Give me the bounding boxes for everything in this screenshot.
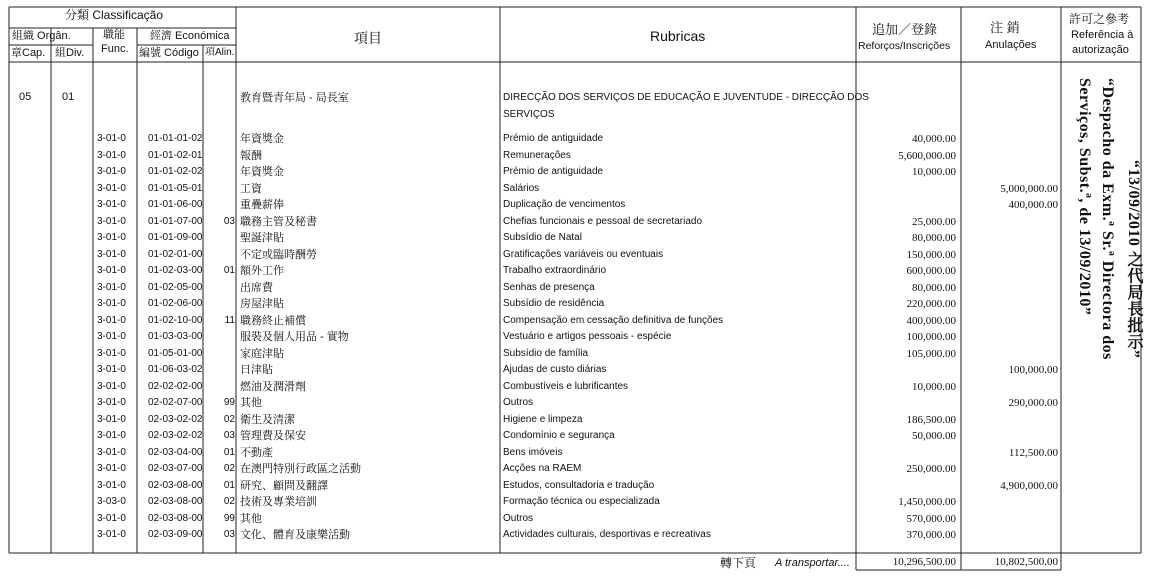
row-codigo: 01-06-03-02	[148, 364, 203, 375]
footer-label-zh: 轉下頁	[720, 556, 757, 570]
row-reforco: 220,000.00	[906, 298, 956, 310]
row-funcional: 3-01-0	[97, 166, 126, 177]
row-anulacao: 100,000.00	[1008, 364, 1058, 376]
header-cap: 章Cap.	[11, 47, 46, 59]
row-alinea: 03	[223, 430, 235, 441]
row-funcional: 3-01-0	[97, 364, 126, 375]
row-codigo: 02-03-02-02	[148, 430, 203, 441]
row-item-zh: 額外工作	[240, 265, 284, 277]
row-funcional: 3-01-0	[97, 331, 126, 342]
row-funcional: 3-03-0	[97, 496, 126, 507]
row-funcional: 3-01-0	[97, 347, 126, 359]
row-item-zh: 文化、體育及康樂活動	[240, 529, 350, 541]
row-codigo: 01-03-03-00	[148, 331, 203, 342]
row-rubrica: Chefias funcionais e pessoal de secretariado	[503, 215, 703, 227]
row-funcional: 3-01-0	[97, 397, 126, 408]
row-reforco: 570,000.00	[906, 512, 956, 525]
row-alinea: 02	[223, 413, 235, 425]
header-economica: 經濟 Económica	[150, 30, 230, 42]
row-reforco: 105,000.00	[906, 347, 956, 360]
row-codigo: 02-03-08-00	[148, 496, 203, 507]
row-alinea: 99	[223, 512, 235, 524]
authorization-line1: “13/09/2010 之代局長批示”	[1125, 160, 1142, 359]
header-anulacoes-zh: 注 銷	[990, 20, 1020, 35]
row-codigo: 02-03-07-00	[148, 463, 203, 474]
row-codigo: 01-02-06-00	[148, 298, 203, 309]
row-item-zh: 年資獎金	[240, 166, 284, 178]
row-rubrica: Salários	[503, 182, 540, 194]
row-item-zh: 聖誕津貼	[240, 232, 284, 244]
row-rubrica: Acções na RAEM	[503, 463, 582, 474]
header-reforcos-pt: Reforços/Inscrições	[858, 40, 951, 52]
row-funcional: 3-01-0	[97, 182, 126, 194]
row-funcional: 3-01-0	[97, 133, 126, 144]
row-alinea: 02	[223, 496, 235, 507]
header-reforcos-zh: 追加／登錄	[872, 22, 938, 37]
row-codigo: 02-02-07-00	[148, 397, 203, 408]
row-rubrica: Gratificações variáveis ou eventuais	[503, 248, 664, 260]
row-codigo: 01-05-01-00	[148, 347, 203, 359]
row-rubrica: Outros	[503, 512, 534, 524]
row-codigo: 01-01-05-01	[148, 182, 203, 194]
header-funcional-zh: 職能	[103, 29, 125, 41]
row-alinea: 11	[224, 314, 235, 326]
footer-label-pt: A transportar....	[775, 557, 850, 569]
row-item-zh: 重疊薪俸	[240, 199, 284, 211]
row-alinea: 03	[223, 215, 235, 227]
row-funcional: 3-01-0	[97, 298, 126, 309]
header-referencia-pt1: Referência à	[1071, 29, 1134, 41]
authorization-reference	[1064, 70, 1150, 540]
row-funcional: 3-01-0	[97, 215, 126, 227]
row-item-zh: 家庭津貼	[240, 347, 284, 360]
section-name-zh: 教育暨青年局 - 局長室	[240, 92, 349, 104]
row-rubrica: Trabalho extraordinário	[503, 265, 607, 276]
row-alinea: 03	[223, 529, 235, 540]
row-codigo: 02-03-04-00	[148, 446, 203, 458]
section-name-pt-line2: SERVIÇOS	[503, 109, 555, 120]
header-classificacao: 分類 Classificação	[65, 8, 164, 22]
row-anulacao: 290,000.00	[1008, 397, 1058, 409]
section-div: 01	[62, 91, 75, 103]
row-item-zh: 其他	[240, 512, 262, 525]
row-reforco: 1,450,000.00	[898, 496, 956, 508]
row-anulacao: 5,000,000.00	[1000, 182, 1058, 195]
row-codigo: 02-02-02-00	[148, 380, 203, 392]
row-funcional: 3-01-0	[97, 512, 126, 524]
row-funcional: 3-01-0	[97, 479, 126, 491]
row-rubrica: Actividades culturais, desportivas e recreativas	[503, 529, 711, 540]
row-reforco: 250,000.00	[906, 463, 956, 475]
header-organica: 組織 Orgân.	[12, 30, 71, 42]
row-rubrica: Duplicação de vencimentos	[503, 199, 626, 210]
row-codigo: 01-01-09-00	[148, 232, 203, 243]
row-reforco: 100,000.00	[906, 331, 956, 343]
section-name-pt-line1: DIRECÇÃO DOS SERVIÇOS DE EDUCAÇÃO E JUVENTUDE - DIRECÇÃO DOS	[503, 92, 869, 103]
row-reforco: 80,000.00	[912, 232, 956, 244]
row-anulacao: 400,000.00	[1008, 199, 1058, 211]
row-funcional: 3-01-0	[97, 199, 126, 210]
row-reforco: 80,000.00	[912, 281, 956, 294]
header-alin: 項Alin.	[205, 47, 235, 58]
row-codigo: 01-02-05-00	[148, 281, 203, 293]
row-item-zh: 不定或臨時酬勞	[240, 248, 317, 261]
row-codigo: 01-01-01-02	[148, 133, 203, 144]
row-funcional: 3-01-0	[97, 232, 126, 243]
row-rubrica: Prémio de antiguidade	[503, 133, 604, 144]
row-codigo: 01-01-07-00	[148, 215, 203, 227]
header-item-zh: 項目	[354, 30, 382, 46]
row-codigo: 01-01-06-00	[148, 199, 203, 210]
row-rubrica: Subsídio de família	[503, 347, 589, 359]
row-rubrica: Bens imóveis	[503, 446, 563, 458]
row-reforco: 10,000.00	[912, 380, 956, 393]
row-funcional: 3-01-0	[97, 446, 126, 458]
row-codigo: 01-02-03-00	[148, 265, 203, 276]
row-codigo: 02-03-08-00	[148, 479, 203, 491]
row-funcional: 3-01-0	[97, 380, 126, 392]
row-funcional: 3-01-0	[97, 248, 126, 260]
row-item-zh: 研究、顧問及翻譯	[240, 479, 328, 492]
authorization-line2: “Despacho da Exm.ª Sr.ª Directora dos	[1099, 78, 1116, 360]
row-reforco: 370,000.00	[906, 529, 956, 541]
row-funcional: 3-01-0	[97, 430, 126, 441]
row-codigo: 02-03-02-02	[148, 413, 203, 425]
row-item-zh: 日津貼	[240, 364, 273, 376]
row-reforco: 5,600,000.00	[898, 149, 956, 162]
row-funcional: 3-01-0	[97, 314, 126, 326]
row-reforco: 600,000.00	[906, 265, 956, 277]
row-alinea: 01	[223, 479, 235, 491]
row-item-zh: 技術及專業培訓	[240, 496, 317, 508]
row-alinea: 02	[223, 463, 235, 474]
row-reforco: 150,000.00	[906, 248, 956, 261]
authorization-line3: Serviços, Subst.ª, de 13/09/2010”	[1076, 78, 1093, 316]
row-item-zh: 其他	[240, 397, 262, 409]
row-item-zh: 在澳門特別行政區之活動	[240, 463, 361, 475]
row-item-zh: 衛生及清潔	[240, 413, 295, 426]
row-item-zh: 年資獎金	[240, 133, 284, 145]
row-rubrica: Vestuário e artigos pessoais - espécie	[503, 331, 672, 342]
row-rubrica: Compensação em cessação definitiva de funções	[503, 314, 724, 326]
row-funcional: 3-01-0	[97, 281, 126, 293]
footer-total-reforcos: 10,296,500.00	[892, 556, 956, 568]
row-anulacao: 4,900,000.00	[1000, 479, 1058, 492]
row-rubrica: Subsídio de Natal	[503, 232, 582, 243]
header-codigo: 編號 Código	[139, 47, 199, 59]
row-anulacao: 112,500.00	[1008, 446, 1058, 459]
row-reforco: 400,000.00	[906, 314, 956, 327]
row-item-zh: 工資	[240, 182, 262, 195]
row-rubrica: Senhas de presença	[503, 281, 595, 293]
row-item-zh: 服裝及個人用品 - 實物	[240, 331, 349, 343]
row-codigo: 02-03-08-00	[148, 512, 203, 524]
footer-total-anulacoes: 10,802,500.00	[994, 556, 1058, 568]
row-funcional: 3-01-0	[97, 413, 126, 425]
row-alinea: 01	[223, 446, 235, 458]
row-rubrica: Condomínio e segurança	[503, 430, 615, 441]
row-rubrica: Prémio de antiguidade	[503, 166, 604, 177]
row-codigo: 01-02-10-00	[148, 314, 203, 326]
header-funcional-pt: Func.	[101, 43, 129, 55]
header-referencia-zh: 許可之參考	[1069, 12, 1130, 26]
row-rubrica: Combustíveis e lubrificantes	[503, 380, 629, 392]
row-codigo: 01-02-01-00	[148, 248, 203, 260]
row-item-zh: 報酬	[240, 149, 262, 162]
row-reforco: 25,000.00	[912, 215, 956, 228]
row-codigo: 01-01-02-01	[148, 149, 203, 161]
row-item-zh: 出席費	[240, 281, 273, 294]
header-rubricas: Rubricas	[650, 28, 706, 44]
row-funcional: 3-01-0	[97, 463, 126, 474]
row-reforco: 186,500.00	[906, 413, 956, 426]
row-rubrica: Estudos, consultadoria e tradução	[503, 479, 655, 491]
header-anulacoes-pt: Anulações	[985, 39, 1037, 51]
row-alinea: 99	[223, 397, 235, 408]
row-item-zh: 管理費及保安	[240, 430, 306, 442]
row-reforco: 50,000.00	[912, 430, 956, 442]
row-funcional: 3-01-0	[97, 265, 126, 276]
row-codigo: 01-01-02-02	[148, 166, 203, 177]
row-reforco: 40,000.00	[912, 133, 956, 145]
row-rubrica: Subsídio de residência	[503, 298, 605, 309]
row-rubrica: Ajudas de custo diárias	[503, 364, 607, 375]
row-rubrica: Formação técnica ou especializada	[503, 496, 660, 507]
row-rubrica: Higiene e limpeza	[503, 413, 583, 425]
row-rubrica: Remunerações	[503, 149, 571, 161]
row-item-zh: 燃油及潤滑劑	[240, 380, 306, 393]
row-rubrica: Outros	[503, 397, 534, 408]
row-item-zh: 職務主管及秘書	[240, 215, 317, 228]
row-alinea: 01	[223, 265, 235, 276]
header-referencia-pt2: autorização	[1072, 44, 1129, 56]
row-item-zh: 不動產	[240, 446, 273, 459]
row-item-zh: 職務終止補償	[240, 314, 306, 327]
row-reforco: 10,000.00	[912, 166, 956, 178]
row-codigo: 02-03-09-00	[148, 529, 203, 540]
row-funcional: 3-01-0	[97, 149, 126, 161]
row-funcional: 3-01-0	[97, 529, 126, 540]
header-div: 組Div.	[55, 47, 85, 59]
row-item-zh: 房屋津貼	[240, 298, 284, 310]
section-cap: 05	[19, 91, 32, 103]
